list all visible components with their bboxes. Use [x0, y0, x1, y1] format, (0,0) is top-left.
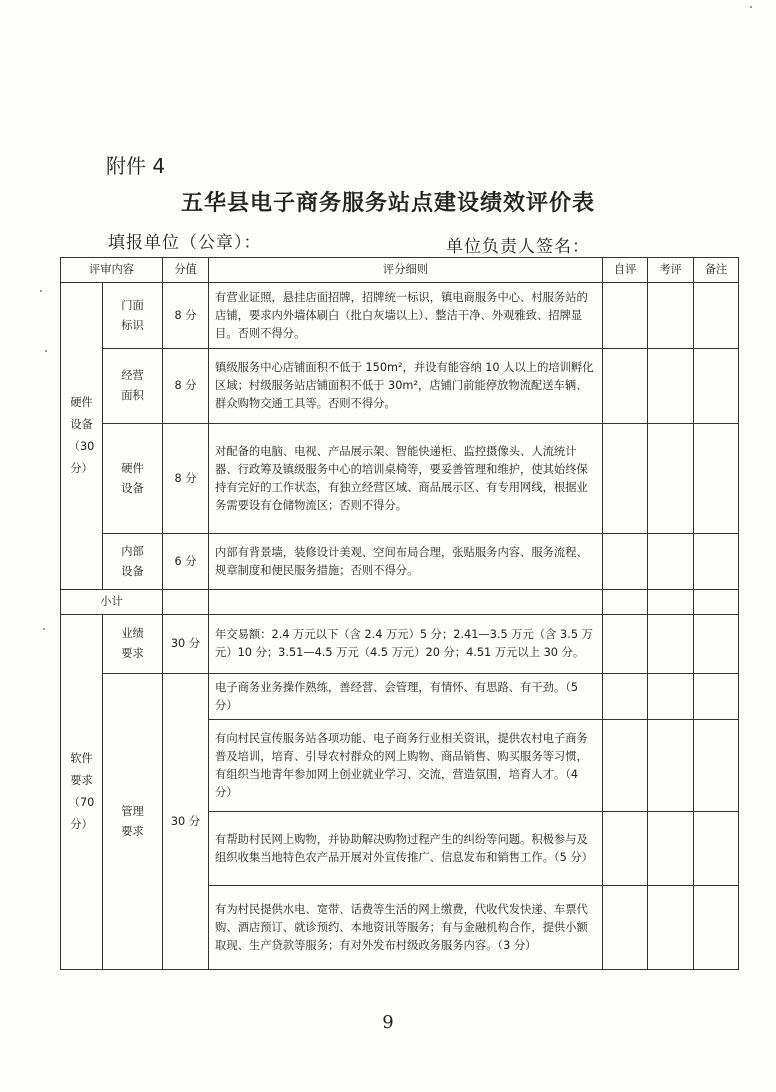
- subtotal-label: 小计: [61, 590, 163, 615]
- hardware-category-label: 硬件设备（30分）: [68, 396, 95, 475]
- self-score-cell[interactable]: [603, 812, 648, 886]
- fill-person-label: 单位负责人签名：: [446, 237, 590, 257]
- software-category: [61, 615, 103, 970]
- note-cell[interactable]: [694, 424, 739, 534]
- note-cell[interactable]: [694, 886, 739, 970]
- review-score-cell[interactable]: [648, 349, 694, 424]
- review-score-cell[interactable]: [648, 886, 694, 970]
- item-name-cell: [103, 283, 163, 349]
- scan-speck: [40, 290, 42, 292]
- header-score: 分值: [163, 258, 209, 283]
- self-score-cell[interactable]: [603, 283, 648, 349]
- self-score-cell[interactable]: [603, 590, 648, 615]
- scan-speck: [45, 350, 47, 352]
- evaluation-table: [60, 257, 739, 970]
- item-detail: 年交易额：2.4 万元以下（含 2.4 万元）5 分；2.41—3.5 万元（含 3.5 万元）10 分；3.51—4.5 万元（4.5 万元）20 分；4.51 万元以上 30 分。: [209, 615, 603, 674]
- review-score-cell[interactable]: [648, 615, 694, 674]
- self-score-cell[interactable]: [603, 674, 648, 720]
- review-score-cell[interactable]: [648, 812, 694, 886]
- table-row: [61, 534, 739, 590]
- item-detail: 电子商务业务操作熟练，善经营、会管理，有情怀、有思路、有干劲。（5 分）: [209, 674, 603, 720]
- item-detail: 有营业证照，悬挂店面招牌，招牌统一标识，镇电商服务中心、村服务站的店铺，要求内外墙体刷白（批白灰墙以上）、整洁干净、外观雅致、招牌显目。否则不得分。: [209, 283, 603, 349]
- header-self: 自评: [603, 258, 648, 283]
- item-name: 经营面积: [121, 369, 144, 402]
- item-score: 30 分: [163, 615, 209, 674]
- hardware-category: [61, 283, 103, 590]
- review-score-cell[interactable]: [648, 674, 694, 720]
- self-score-cell[interactable]: [603, 424, 648, 534]
- self-score-cell[interactable]: [603, 720, 648, 812]
- table-row: [61, 615, 739, 674]
- self-score-cell[interactable]: [603, 615, 648, 674]
- subtotal-row: [61, 590, 739, 615]
- self-score-cell[interactable]: [603, 349, 648, 424]
- review-score-cell[interactable]: [648, 720, 694, 812]
- item-score: 8 分: [163, 349, 209, 424]
- item-name: 管理要求: [121, 804, 144, 838]
- item-detail: 镇级服务中心店铺面积不低于 150m²，并设有能容纳 10 人以上的培训孵化区域；村级服务站店铺面积不低于 30m²，店铺门前能停放物流配送车辆、群众购物交通工具等。否则不得分。: [209, 349, 603, 424]
- table-row: [61, 424, 739, 534]
- note-cell[interactable]: [694, 720, 739, 812]
- note-cell[interactable]: [694, 349, 739, 424]
- header-content: 评审内容: [61, 258, 163, 283]
- item-name: 内部设备: [121, 544, 144, 578]
- note-cell[interactable]: [694, 812, 739, 886]
- item-detail: 对配备的电脑、电视、产品展示架、智能快递柜、监控摄像头、人流统计器、行政筹及镇级服务中心的培训桌椅等，要妥善管理和维护，使其始终保持有完好的工作状态，有独立经营区域、商品展示区、有专用网线，根据业务需要设有仓储物流区；否则不得分。: [209, 424, 603, 534]
- header-details: 评分细则: [209, 258, 603, 283]
- item-detail: 内部有背景墙，装修设计美观、空间布局合理，张贴服务内容、服务流程、规章制度和便民服务措施；否则不得分。: [209, 534, 603, 590]
- item-score: 8 分: [163, 283, 209, 349]
- item-detail: 有帮助村民网上购物，并协助解决购物过程产生的纠纷等问题。积极参与及组织收集当地特色农产品开展对外宣传推广、信息发布和销售工作。（5 分）: [209, 812, 603, 886]
- page-number: 9: [382, 1012, 394, 1033]
- item-detail: 有向村民宣传服务站各项功能、电子商务行业相关资讯，提供农村电子商务普及培训，培育、引导农村群众的网上购物、商品销售、购买服务等习惯，有组织当地青年参加网上创业就业学习、交流，营造氛围，培育人才。（4 分）: [209, 720, 603, 812]
- review-score-cell[interactable]: [648, 424, 694, 534]
- item-name-cell: [103, 534, 163, 590]
- item-name: 业绩要求: [121, 627, 144, 660]
- item-name-cell: [103, 349, 163, 424]
- software-category-label: 软件要求（70分）: [68, 752, 95, 831]
- item-name: 门面标识: [121, 298, 144, 332]
- item-name-cell: [103, 424, 163, 534]
- item-score: 8 分: [163, 424, 209, 534]
- item-score: 6 分: [163, 534, 209, 590]
- note-cell[interactable]: [694, 615, 739, 674]
- self-score-cell[interactable]: [603, 886, 648, 970]
- note-cell[interactable]: [694, 590, 739, 615]
- item-score: 30 分: [163, 674, 209, 970]
- table-header-row: [61, 258, 739, 283]
- item-name-cell: [103, 674, 163, 970]
- self-score-cell[interactable]: [603, 534, 648, 590]
- scan-speck: [43, 628, 45, 630]
- table-row: [61, 349, 739, 424]
- table-row: [61, 674, 739, 720]
- page-title: 五华县电子商务服务站点建设绩效评价表: [180, 190, 595, 216]
- fill-unit-label: 填报单位（公章）：: [108, 233, 262, 253]
- table-row: [61, 283, 739, 349]
- note-cell[interactable]: [694, 674, 739, 720]
- review-score-cell[interactable]: [648, 283, 694, 349]
- header-note: 备注: [694, 258, 739, 283]
- header-review: 考评: [648, 258, 694, 283]
- scan-speck: [750, 6, 752, 8]
- item-name: 硬件设备: [121, 461, 144, 495]
- review-score-cell[interactable]: [648, 534, 694, 590]
- note-cell[interactable]: [694, 283, 739, 349]
- attachment-label: 附件 4: [106, 154, 166, 178]
- item-detail: 有为村民提供水电、宽带、话费等生活的网上缴费，代收代发快递、车票代购、酒店预订、就诊预约、本地资讯等服务；有与金融机构合作，提供小额取现、生产贷款等服务；有对外发布村级政务服务内容。（3 分）: [209, 886, 603, 970]
- review-score-cell[interactable]: [648, 590, 694, 615]
- item-name-cell: [103, 615, 163, 674]
- note-cell[interactable]: [694, 534, 739, 590]
